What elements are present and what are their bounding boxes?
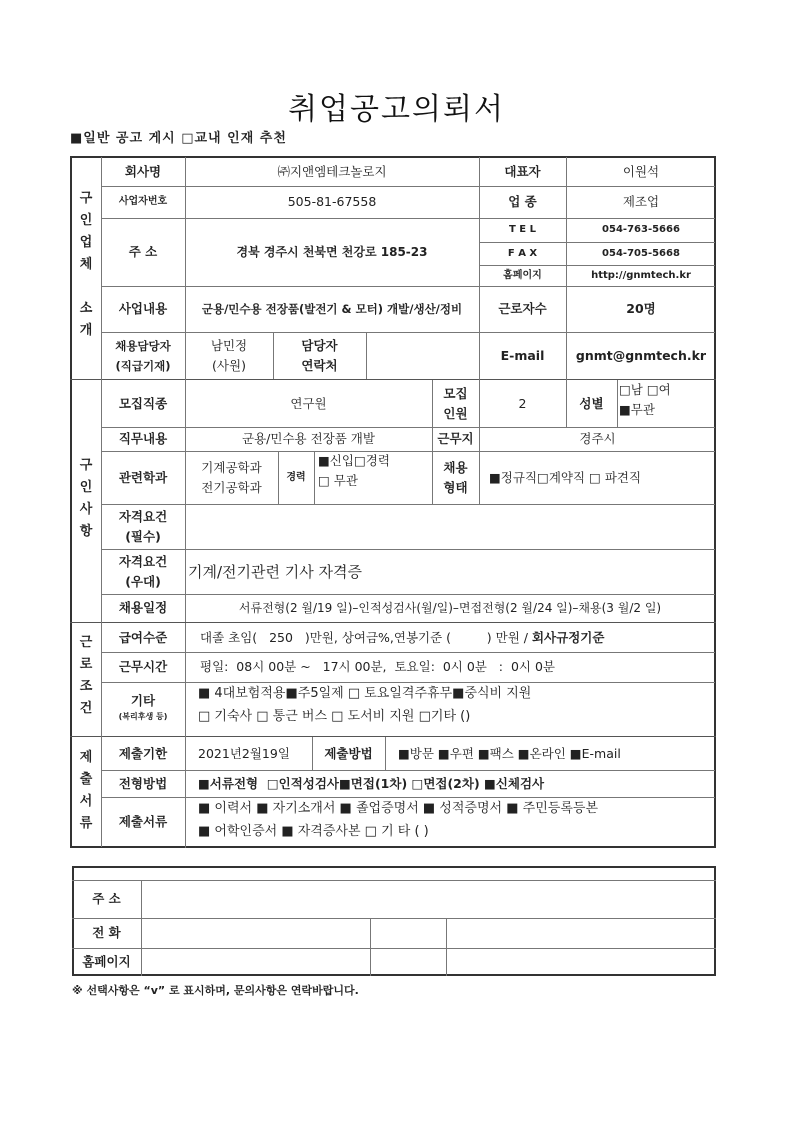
- bottom-homepage-label: 홈페이지: [82, 954, 131, 969]
- side-label-job: 구 인 사 항: [79, 458, 93, 539]
- method-label: 제출방법: [324, 745, 373, 761]
- hours-label: 근무시간: [118, 659, 168, 674]
- grid-line: [72, 918, 716, 919]
- benefits[interactable]: ■ 4대보험적용■주5일제 □ 토요일격주휴무■중식비 지원 □ 기숙사 □ 통근 버스 □ 도서비 지원 □기타 (): [198, 686, 532, 724]
- duty-label: 직무내용: [118, 431, 168, 446]
- emptype-label: 채용 형태: [443, 459, 468, 495]
- bizno: 505-81-67558: [287, 194, 377, 209]
- req-label: 자격요건 (필수): [118, 508, 168, 544]
- business-label: 사업내용: [118, 301, 168, 316]
- page-title: 취업공고의뢰서: [288, 92, 505, 127]
- bottom-address-label: 주 소: [92, 891, 121, 906]
- homepage-label: 홈페이지: [503, 269, 542, 281]
- duty: 군용/민수용 전장품 개발: [242, 431, 375, 446]
- industry-label: 업 종: [508, 194, 537, 209]
- emptype-options[interactable]: ■정규직□계약직 □ 파견직: [489, 469, 642, 485]
- schedule: 서류전형(2 월/19 일)–인적성검사(월/일)–면접전형(2 월/24 일)–채용(3 월/2 일): [238, 601, 662, 615]
- schedule-label: 채용일정: [118, 600, 168, 615]
- industry: 제조업: [622, 194, 660, 209]
- count-label: 모집 인원: [443, 385, 468, 421]
- business: 군용/민수용 전장품(발전기 & 모터) 개발/생산/정비: [201, 302, 463, 316]
- etc-label: 기타 (복리후생 등): [118, 693, 168, 721]
- position-label: 모집직종: [118, 395, 168, 411]
- grid-line: [617, 380, 618, 427]
- location-label: 근무지: [437, 431, 474, 446]
- salary-label: 급여수준: [118, 629, 168, 645]
- majors: 기계공학과 전기공학과: [201, 459, 262, 495]
- docs-label: 제출서류: [118, 814, 168, 829]
- tel-label: T E L: [509, 224, 536, 235]
- email-label: E-mail: [500, 347, 545, 363]
- salary: 대졸 초임( 250 )만원, 상여금%,연봉기준 ( ) 만원 / 회사규정기준: [200, 629, 605, 645]
- fax-label: F A X: [507, 247, 538, 259]
- gender-label: 성별: [579, 395, 604, 411]
- fax: 054-705-5668: [602, 247, 680, 259]
- deadline: 2021년2월19일: [198, 745, 290, 761]
- homepage[interactable]: http://gnmtech.kr: [591, 269, 691, 281]
- manager-name: 남민정 (사원): [210, 337, 248, 373]
- grid-line: [479, 451, 480, 504]
- grid-line: [185, 623, 186, 848]
- bizno-label: 사업자번호: [118, 196, 168, 207]
- pref-value: 기계/전기관련 기사 자격증: [188, 562, 362, 581]
- contact-label: 담당자 연락처: [301, 337, 338, 373]
- location: 경주시: [579, 431, 616, 446]
- docs-options[interactable]: ■ 이력서 ■ 자기소개서 ■ 졸업증명서 ■ 성적증명서 ■ 주민등록등본 ■ 어학인증서 ■ 자격증사본 □ 기 타 ( ): [198, 801, 598, 839]
- grid-line: [72, 880, 716, 881]
- tel: 054-763-5666: [602, 224, 680, 235]
- grid-line: [314, 451, 315, 504]
- employees: 20명: [626, 301, 656, 316]
- employees-label: 근로자수: [498, 301, 547, 316]
- side-label-submission: 제 출 서 류: [79, 750, 93, 831]
- email[interactable]: gnmt@gnmtech.kr: [575, 347, 707, 363]
- ceo-label: 대표자: [504, 163, 541, 179]
- req-value: [185, 504, 715, 549]
- method-options[interactable]: ■방문 ■우편 ■팩스 ■온라인 ■E-mail: [398, 745, 621, 761]
- gender-options[interactable]: □남 □여 ■무관: [619, 382, 671, 417]
- grid-line: [141, 880, 142, 976]
- manager-label: 채용담당자 (직급기재): [115, 338, 171, 373]
- grid-line: [72, 948, 716, 949]
- grid-line: [385, 737, 386, 770]
- process-options[interactable]: ■서류전형 □인적성검사■면접(1차) □면접(2차) ■신체검사: [198, 775, 545, 791]
- address-label: 주 소: [128, 244, 158, 259]
- count: 2: [518, 395, 527, 411]
- side-label-conditions: 근 로 조 건: [79, 635, 93, 716]
- process-label: 전형방법: [118, 775, 168, 791]
- deadline-label: 제출기한: [118, 745, 168, 761]
- side-label-company: 구 인 업 체 소 개: [79, 191, 93, 338]
- major-label: 관련학과: [118, 469, 168, 485]
- ceo-name: 이원석: [622, 163, 660, 179]
- grid-line: [446, 918, 447, 976]
- posting-type[interactable]: ■일반 공고 게시 □교내 인재 추천: [70, 131, 287, 146]
- pref-label: 자격요건 (우대): [118, 553, 168, 589]
- position: 연구원: [290, 395, 327, 411]
- address: 경북 경주시 천북면 천강로 185-23: [236, 245, 428, 259]
- career-options[interactable]: ■신입□경력 □ 무관: [318, 453, 390, 488]
- grid-line: [370, 918, 371, 976]
- school-info-table: [72, 866, 716, 976]
- hours: 평일: 08시 00분 ~ 17시 00분, 토요일: 0시 0분 : 0시 0분: [200, 659, 555, 674]
- footnote: ※ 선택사항은 “v” 로 표시하며, 문의사항은 연락바랍니다.: [72, 984, 359, 997]
- company-name: ㈜지앤엠테크놀로지: [277, 163, 387, 179]
- bottom-phone-label: 전 화: [92, 925, 121, 940]
- career-label: 경력: [286, 471, 306, 483]
- contact-value: [366, 332, 479, 379]
- company-name-label: 회사명: [124, 163, 162, 179]
